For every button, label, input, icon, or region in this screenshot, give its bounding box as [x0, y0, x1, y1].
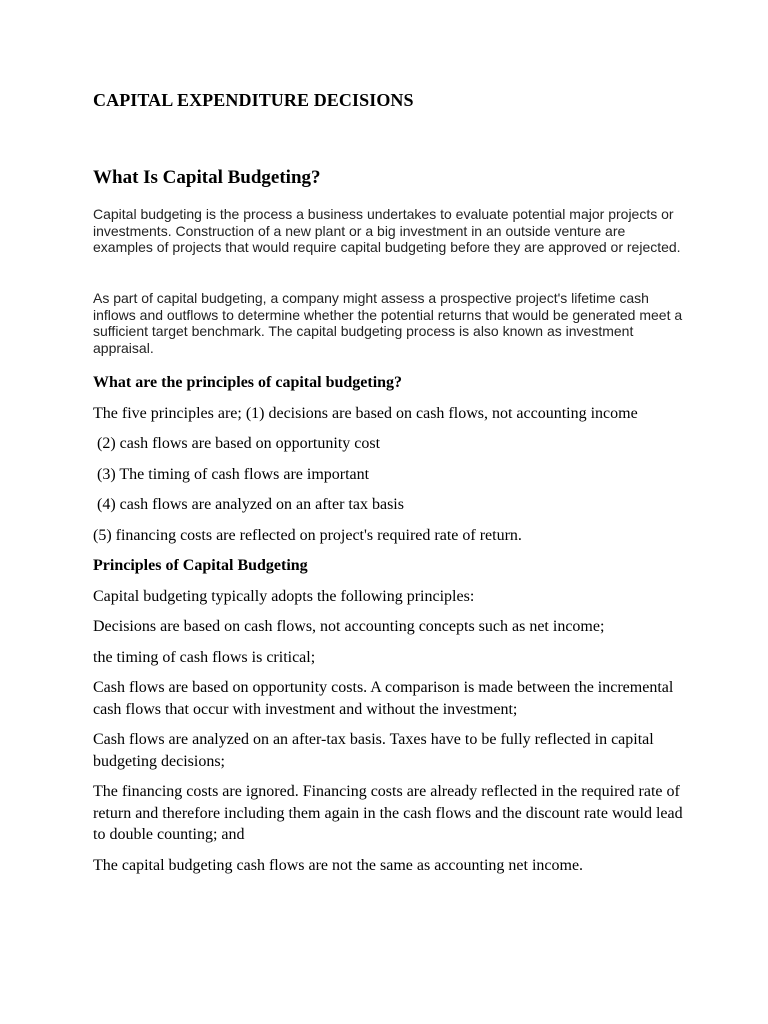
principles-intro: The five principles are; (1) decisions are based on cash flows, not accounting income	[93, 404, 638, 422]
body-paragraph: The capital budgeting cash flows are not the same as accounting net income.	[93, 856, 584, 874]
document-body	[93, 372, 683, 885]
section-heading: What Is Capital Budgeting?	[93, 167, 321, 188]
principle-list-item: (4) cash flows are analyzed on an after tax basis	[97, 496, 404, 513]
body-paragraph: The financing costs are ignored. Financing costs are already reflected in the required rate of return and therefore including them again in the cash flows and the discount rate would lead to double counting; and	[93, 783, 683, 843]
body-paragraph: Decisions are based on cash flows, not accounting concepts such as net income;	[93, 618, 605, 635]
principle-list-item: (5) financing costs are reflected on project's required rate of return.	[93, 526, 522, 544]
principles-question-heading: What are the principles of capital budgeting?	[93, 374, 403, 391]
body-paragraph: Cash flows are analyzed on an after-tax basis. Taxes have to be fully reflected in capital budgeting decisions;	[93, 731, 654, 770]
principles-heading: Principles of Capital Budgeting	[93, 557, 308, 574]
body-paragraph: the timing of cash flows is critical;	[93, 648, 316, 666]
intro-paragraph: As part of capital budgeting, a company might assess a prospective project's lifetime cash inflows and outflows to determine whether the potential returns that would be generated meet a sufficient target benchmark. The capital budgeting process is also known as investment appraisal.	[93, 290, 683, 357]
intro-paragraph: Capital budgeting is the process a business undertakes to evaluate potential major projects or investments. Construction of a new plant or a big investment in an outside venture are examples of projects that would require capital budgeting before they are approved or rejected.	[93, 206, 681, 256]
principle-list-item: (2) cash flows are based on opportunity cost	[97, 435, 381, 452]
body-paragraph: Cash flows are based on opportunity costs. A comparison is made between the incremental cash flows that occur with investment and without the investment;	[93, 679, 674, 718]
body-paragraph: Capital budgeting typically adopts the following principles:	[93, 587, 475, 605]
principle-list-item: (3) The timing of cash flows are important	[97, 465, 370, 483]
document-title: CAPITAL EXPENDITURE DECISIONS	[93, 90, 414, 110]
